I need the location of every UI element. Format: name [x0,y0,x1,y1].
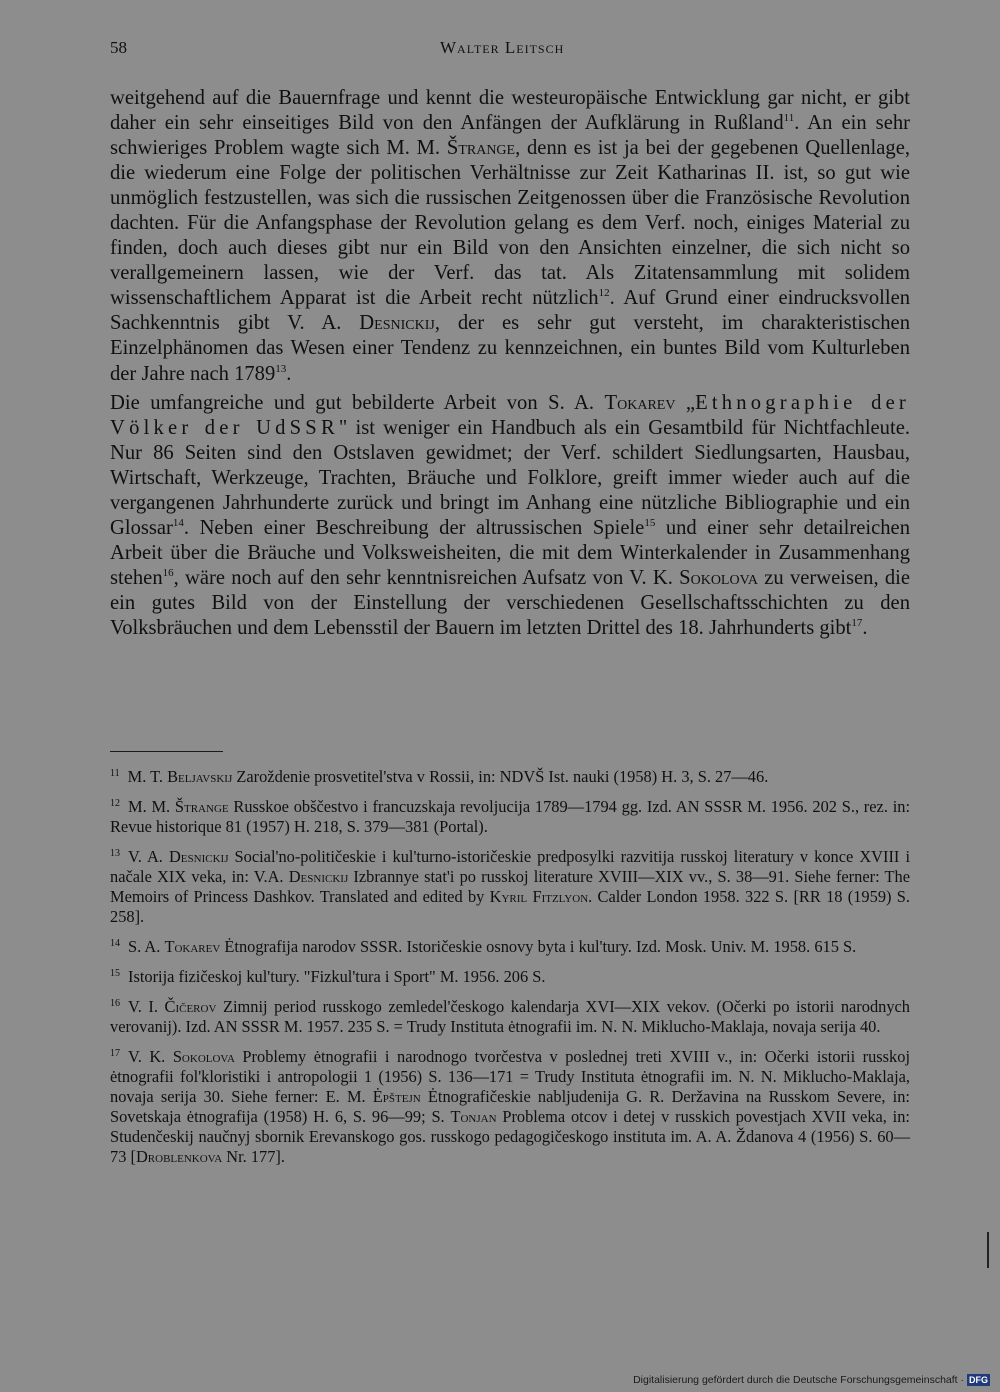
author-name: Sokolova [172,1047,235,1066]
text-run: . An ein sehr schwieriges Problem wagte sich M. M. [110,112,910,160]
text-run: . Calder London 1958. 322 S. [RR 18 (1959) S. 258]. [110,887,910,926]
text-run: Problemy ėtnografii i narodnogo tvorčestva v poslednej treti XVIII v., in: Očerki istorii russkoj ėtnografii fol'kloristiki i antropologii 1 (1956) S. 136—171 = Trudy Instituta ėtnografii im. N. N. Miklucho-Maklaja, novaja serija 30. Siehe ferner: E. M. [110,1047,911,1106]
footnote-ref-12[interactable]: 12 [598,287,610,300]
text-run: M. T. [127,767,168,786]
footnote-ref-14[interactable]: 14 [172,516,184,529]
author-name: Štrange [446,137,516,160]
author-name: Ėpštejn [372,1087,421,1106]
text-run: Zaroždenie prosvetitel'stva v Rossii, in: NDVŠ Ist. nauki (1958) H. 3, S. 27—46. [232,767,769,786]
footnote-number: 15 [110,968,120,979]
text-run: zu verweisen, die ein gutes Bild von der Einstellung der verschiedenen Gesellschaftsschichten zu den Volksbräuchen und dem Lebensstil der Bauern im letzten Drittel des 18. Jahrhunderts gibt [110,566,911,639]
text-run: Zimnij period russkogo zemledel'českogo kalendarja XVI—XIX vekov. (Očerki po istorii narodnych verovanij). Izd. AN SSSR M. 1957. 235 S. = Trudy Instituta ėtnografii im. N. N. Miklucho-Maklaja, novaja serija 40. [110,997,910,1036]
text-run: , denn es ist ja bei der gegebenen Quellenlage, die wiederum eine Folge der politischen Verhältnisse zur Zeit Katharinas II. ist, so gut wie unmöglich festzustellen, was sich die russischen Zeitgenossen über die Französische Revolution dachten. Für die Anfangsphase der Revolution gelang es dem Verf. noch, einiges Material zu finden, doch auch dieses gibt nur ein Bild von den Ansichten einzelner, die sich nicht so verallgemeinern lassen, wie der Verf. das tat. Als Zitatensammlung mit solidem wissenschaftlichem Apparat ist die Arbeit recht nützlich [110,137,910,310]
book-title: Ethnographie der Völker der UdSSR [110,391,910,439]
footnote-11 [110,767,910,787]
footnote-ref-16[interactable]: 16 [162,566,174,579]
text-run: M. M. [128,797,175,816]
footnotes [110,767,910,1177]
text-run: V. A. [128,847,169,866]
dfg-logo-icon: DFG [969,1375,988,1385]
author-name: Kyril Fitzlyon [489,887,589,906]
text-run: und einer sehr detailreichen Arbeit über die Bräuche und Volksweisheiten, die mit dem Winterkalender in Zusammenhang stehen [110,516,910,589]
author-name: Droblenkova [135,1147,223,1166]
footnote-ref-17[interactable]: 17 [851,616,863,629]
paragraph-2 [110,391,910,641]
text-run: Nr. 177]. [222,1147,285,1166]
text-run: V. K. [128,1047,173,1066]
footnote-number: 14 [110,938,120,949]
text-run: weitgehend auf die Bauernfrage und kennt die westeuropäische Entwicklung gar nicht, er gibt daher ein sehr einseitiges Bild von den Anfängen der Aufklärung in Rußland [110,87,910,135]
footnote-13 [110,847,910,927]
author-name: Sokolova [679,566,759,589]
text-run: Die umfangreiche und gut bebilderte Arbeit von S. A. [110,391,605,414]
text-run: . Neben einer Beschreibung der altrussischen Spiele [183,516,645,539]
footnote-15 [110,967,910,987]
footnote-16 [110,997,910,1037]
footnote-ref-15[interactable]: 15 [644,516,656,529]
author-name: Štrange [174,797,229,816]
text-run: . Auf Grund einer eindrucksvollen Sachkenntnis gibt V. A. [110,287,911,335]
footnote-ref-13[interactable]: 13 [275,362,287,375]
author-name: Desnickij [168,847,229,866]
text-run: Izbrannye stat'i po russkoj literature XVIII—XIX vv., S. 38—91. Siehe ferner: The Memoirs of Princess Dashkov. Translated and edited by [110,867,910,906]
footnote-number: 12 [110,798,120,809]
author-name: Desnickij [288,867,349,886]
text-run: V. I. [128,997,165,1016]
text-run: Social'no-političeskie i kul'turno-istoričeskie predposylki razvitija russkoj literatury v konce XVIII i načale XIX veka, in: V.A. [110,847,910,886]
text-run: Ėtnografija narodov SSSR. Istoričeskie osnovy byta i kul'tury. Izd. Mosk. Univ. M. 1958. 615 S. [220,937,857,956]
footnote-number: 13 [110,848,120,859]
text-run: . [286,362,292,385]
text-run: Problema otcov i detej v russkich povestjach XVII veka, in: Studenčeskij naučnyj sbornik Erevanskogo gos. russkogo pedagogičeskogo instituta im. A. A. Ždanova 4 (1956) S. 60—73 [ [110,1107,910,1166]
page-number: 58 [110,38,127,57]
text-run: " ist weniger ein Handbuch als ein Gesamtbild für Nichtfachleute. Nur 86 Seiten sind den Ostslaven gewidmet; der Verf. schildert Siedlungsarten, Hausbau, Wirtschaft, Werkzeuge, Trachten, Bräuche und Folklore, greift immer wieder auch auf die vergangenen Jahrhunderte zurück und bringt im Anhang eine nützliche Bibliographie und ein Glossar [110,416,910,539]
scan-margin-mark [987,1232,989,1268]
quote-open: „ [675,391,696,414]
credit-text: Digitalisierung gefördert durch die Deutsche Forschungsgemeinschaft · [633,1373,964,1386]
author-name: Tonjan [450,1107,497,1126]
text-run: Istorija fizičeskoj kul'tury. "Fizkul'tura i Sport" M. 1956. 206 S. [128,967,546,986]
text-run: . [862,616,868,639]
footnote-17 [110,1047,910,1167]
footnote-number: 16 [110,998,120,1009]
footnote-number: 11 [110,768,120,779]
footnote-14 [110,937,910,957]
author-name: Tokarev [604,391,676,414]
digitization-credit [633,1374,990,1386]
text-run: , der es sehr gut versteht, im charakteristischen Einzelphänomen das Wesen einer Tendenz zu kennzeichnen, ein buntes Bild vom Kulturleben der Jahre nach 1789 [110,312,910,385]
text-run: Ėtnografičeskie nabljudenija G. R. Deržavina na Russkom Severe, in: Sovetskaja ėtnografija (1958) H. 6, S. 96—99; S. [110,1087,910,1126]
footnote-number: 17 [110,1048,120,1059]
text-run: Russkoe obščestvo i francuzskaja revoljucija 1789—1794 gg. Izd. AN SSSR M. 1956. 202 S., rez. in: Revue historique 81 (1957) H. 218, S. 379—381 (Portal). [110,797,910,836]
footnote-divider [110,751,223,752]
author-name: Tokarev [164,937,221,956]
running-head: Walter Leitsch [440,38,565,57]
footnote-12 [110,797,910,837]
text-run: S. A. [128,937,165,956]
author-name: Beljavskij [167,767,233,786]
paragraph-1 [110,86,910,387]
author-name: Čičerov [164,997,217,1016]
author-name: Desnickij [359,312,435,335]
text-run: , wäre noch auf den sehr kenntnisreichen Aufsatz von V. K. [173,566,680,589]
body-text [110,86,910,641]
footnote-ref-11[interactable]: 11 [783,112,795,125]
